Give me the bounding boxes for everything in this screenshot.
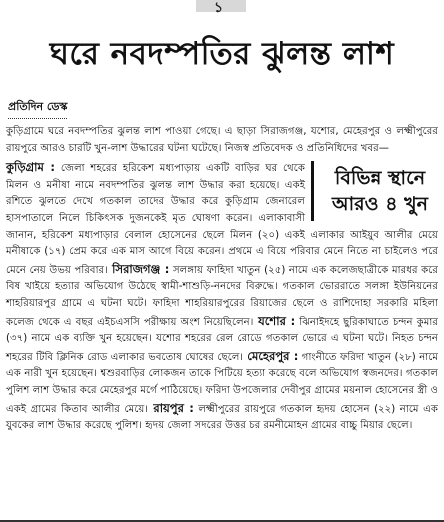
top-section-tab — [196, 0, 246, 16]
kurigram-lead: কুড়িগ্রাম : — [6, 160, 56, 175]
sirajganj-lead: সিরাজগঞ্জ : — [107, 261, 170, 276]
kurigram-paragraph — [6, 159, 438, 435]
jessore-lead: যশোর : — [253, 313, 296, 328]
byline: প্রতিদিন ডেস্ক — [8, 98, 67, 119]
article-body — [6, 124, 438, 437]
section-marker-icon: ১ — [214, 0, 224, 16]
kurigram-text: জেলা শহরের হরিকেশ মধ্যপাড়ায় একটি বাড়ির ঘর থেকে মিলন ও মনীষা নামে নবদম্পতির ঝুলন্ত লাশ উদ্ধার করা হয়েছে। একই রশিতে ঝুলতে দেখে গতকাল তাদের উদ্ধার করে কুড়িগ্রাম জেনারেল হাসপাতালে নিলে চিকিৎসক দুজনকেই মৃত ঘোষণা করেন। এলাকাবাসী জানান, হরিকেশ মধ্যপাড়ার বেলাল হোসেনের ছেলে মিলন (২০) একই এলাকার আইয়ুব আলীর মেয়ে মনীষাকে (১৭) প্রেম করে এক মাস আগে বিয়ে করেন। প্রথমে এ বিয়ে পরিবার মেনে নিতে না চাইলেও পরে মেনে নেয় উভয় পরিবার। — [6, 163, 438, 276]
intro-paragraph: কুড়িগ্রামে ঘরে নবদম্পতির ঝুলন্ত লাশ পাওয়া গেছে। এ ছাড়া সিরাজগঞ্জ, যশোর, মেহেরপুর ও লক্ষ্মীপুরের রায়পুরে আরও চারটি খুন-লাশ উদ্ধারের ঘটনা ঘটেছে। নিজস্ব প্রতিবেদক ও প্রতিনিধিদের খবর— — [6, 126, 438, 154]
raipur-text: লক্ষ্মীপুরের রায়পুরে গতকাল হৃদয় হোসেন (২২) নামে এক যুবকের লাশ উদ্ধার করেছে পুলিশ। হৃদয় জেলা সদরের উত্তর চর রমনীমোহন গ্রামের বাচ্চু মিয়ার ছেলে। — [6, 403, 438, 432]
meherpur-lead: মেহেরপুর : — [243, 348, 299, 363]
pull-quote-line1: বিভিন্ন স্থানে — [334, 167, 426, 190]
pull-quote-box — [311, 161, 438, 221]
raipur-lead: রায়পুর : — [148, 400, 194, 415]
sirajganj-text: সলঙ্গায় ফাহিদা খাতুন (২৫) নামে এক কলেজছাত্রীকে মারধর করে বিষ খাইয়ে হত্যার অভিযোগ উঠেছে স্বামী-শাশুড়ি-ননদের বিরুদ্ধে। গতকাল ভোররাতে সলঙ্গা ইউনিয়নের শাহরিয়ারপুর গ্রামে এ ঘটনা ঘটে। ফাহিদা শাহরিয়ারপুরের রিয়াজের ছেলে ও রাশিদোহা সরকারি মহিলা কলেজ থেকে এ বছর এইচএসসি পরীক্ষায় অংশ নিয়েছিলেন। — [6, 264, 438, 328]
pull-quote-line2: আরও ৪ খুন — [332, 193, 428, 216]
meherpur-text: গাংনীতে ফরিদা খাতুন (২৮) নামে এক নারী খুন হয়েছেন। শ্বশুরবাড়ির লোকজন তাকে পিটিয়ে হত্যা করেছে বলে অভিযোগ স্বজনদের। গতকাল পুলিশ লাশ উদ্ধার করে মেহেরপুর মর্গে পাঠিয়েছে। ফরিদা উপজেলার দেবীপুর গ্রামের ময়নাল হোসেনের স্ত্রী ও একই গ্রামের কিতাব আলীর মেয়ে। — [6, 351, 438, 415]
jessore-text: ঝিনাইদহে ছুরিকাঘাতে চন্দন কুমার (৩৭) নামে এক ব্যক্তি খুন হয়েছেন। যশোর শহরের রেল রোডে গতকাল ভোরে এ ঘটনা ঘটে। নিহত চন্দন শহরের টিবি ক্লিনিক রোড এলাকার ভবতোষ ঘোষের ছেলে। — [6, 316, 438, 363]
headline: ঘরে নবদম্পতির ঝুলন্ত লাশ — [49, 36, 395, 72]
